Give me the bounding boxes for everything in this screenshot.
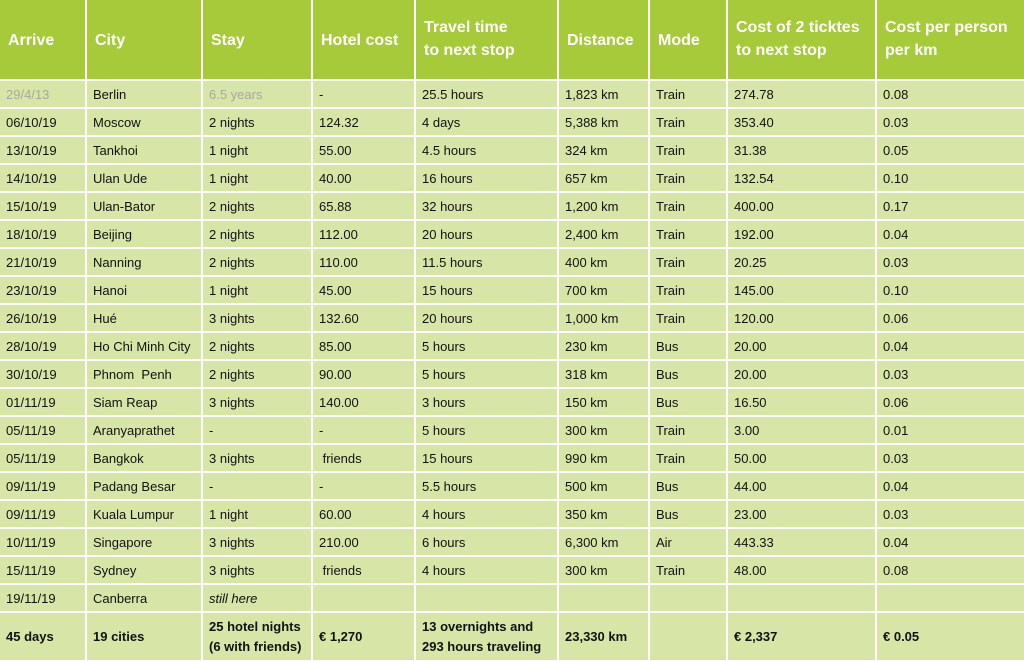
cell-distance: 300 km <box>558 416 649 444</box>
total-travel-line2: 293 hours traveling <box>422 638 542 654</box>
cell-hotel-cost <box>312 584 415 612</box>
cell-distance: 1,823 km <box>558 80 649 108</box>
header-ticket-cost-line2: to next stop <box>736 42 827 59</box>
cell-travel-time: 5 hours <box>415 360 558 388</box>
cell-cost-per-km: 0.04 <box>876 332 1024 360</box>
table-row <box>0 192 1024 220</box>
header-hotel-cost: Hotel cost <box>312 0 415 80</box>
cell-mode: Air <box>649 528 727 556</box>
cell-hotel-cost: 60.00 <box>312 500 415 528</box>
cell-mode: Bus <box>649 332 727 360</box>
cell-hotel-cost: 124.32 <box>312 108 415 136</box>
cell-ticket-cost: 274.78 <box>727 80 876 108</box>
total-cities: 19 cities <box>86 612 202 660</box>
cell-cost-per-km: 0.03 <box>876 248 1024 276</box>
cell-stay: 2 nights <box>202 332 312 360</box>
cell-mode: Train <box>649 444 727 472</box>
cell-stay: 1 night <box>202 276 312 304</box>
cell-travel-time: 32 hours <box>415 192 558 220</box>
cell-ticket-cost: 443.33 <box>727 528 876 556</box>
cell-mode: Train <box>649 220 727 248</box>
cell-cost-per-km: 0.04 <box>876 472 1024 500</box>
total-travel-time <box>415 612 558 660</box>
cell-city: Kuala Lumpur <box>86 500 202 528</box>
cell-distance: 990 km <box>558 444 649 472</box>
cell-city: Ulan Ude <box>86 164 202 192</box>
cell-stay: 2 nights <box>202 108 312 136</box>
cell-stay: - <box>202 416 312 444</box>
cell-travel-time: 4.5 hours <box>415 136 558 164</box>
header-travel-time-line1: Travel time <box>424 19 508 36</box>
cell-arrive: 13/10/19 <box>0 136 86 164</box>
table-row <box>0 304 1024 332</box>
cell-arrive: 19/11/19 <box>0 584 86 612</box>
cell-mode: Bus <box>649 388 727 416</box>
cell-arrive: 06/10/19 <box>0 108 86 136</box>
cell-cost-per-km: 0.04 <box>876 220 1024 248</box>
total-stay-line2: (6 with friends) <box>209 638 302 654</box>
cell-travel-time: 3 hours <box>415 388 558 416</box>
cell-hotel-cost: friends <box>312 556 415 584</box>
cell-travel-time: 11.5 hours <box>415 248 558 276</box>
cell-ticket-cost: 3.00 <box>727 416 876 444</box>
cell-arrive: 30/10/19 <box>0 360 86 388</box>
table-row <box>0 584 1024 612</box>
cell-distance: 1,200 km <box>558 192 649 220</box>
cell-arrive: 15/10/19 <box>0 192 86 220</box>
header-row <box>0 0 1024 80</box>
cell-travel-time: 6 hours <box>415 528 558 556</box>
cell-ticket-cost: 16.50 <box>727 388 876 416</box>
cell-distance: 657 km <box>558 164 649 192</box>
cell-mode: Bus <box>649 360 727 388</box>
cell-mode: Bus <box>649 500 727 528</box>
table-row <box>0 248 1024 276</box>
cell-distance: 350 km <box>558 500 649 528</box>
total-hotel-cost: € 1,270 <box>312 612 415 660</box>
cell-ticket-cost: 132.54 <box>727 164 876 192</box>
table-row <box>0 472 1024 500</box>
cell-travel-time: 20 hours <box>415 220 558 248</box>
table-row <box>0 500 1024 528</box>
cell-ticket-cost: 120.00 <box>727 304 876 332</box>
header-travel-time <box>415 0 558 80</box>
cell-distance: 150 km <box>558 388 649 416</box>
cell-ticket-cost: 50.00 <box>727 444 876 472</box>
cell-distance: 230 km <box>558 332 649 360</box>
cell-cost-per-km: 0.03 <box>876 360 1024 388</box>
cell-stay: 1 night <box>202 164 312 192</box>
cell-city: Aranyaprathet <box>86 416 202 444</box>
cell-city: Sydney <box>86 556 202 584</box>
total-mode <box>649 612 727 660</box>
cell-stay: 6.5 years <box>202 80 312 108</box>
cell-stay: 3 nights <box>202 388 312 416</box>
cell-distance: 6,300 km <box>558 528 649 556</box>
cell-arrive: 05/11/19 <box>0 444 86 472</box>
cell-city: Tankhoi <box>86 136 202 164</box>
totals-row <box>0 612 1024 660</box>
cell-arrive: 01/11/19 <box>0 388 86 416</box>
cell-hotel-cost: 40.00 <box>312 164 415 192</box>
header-ticket-cost-line1: Cost of 2 ticktes <box>736 19 860 36</box>
cell-city: Moscow <box>86 108 202 136</box>
table-row <box>0 108 1024 136</box>
header-distance: Distance <box>558 0 649 80</box>
cell-hotel-cost: 110.00 <box>312 248 415 276</box>
cell-cost-per-km: 0.03 <box>876 108 1024 136</box>
cell-travel-time: 4 hours <box>415 556 558 584</box>
cell-city: Bangkok <box>86 444 202 472</box>
total-stay <box>202 612 312 660</box>
cell-stay: still here <box>202 584 312 612</box>
cell-mode: Train <box>649 416 727 444</box>
cell-hotel-cost: 55.00 <box>312 136 415 164</box>
table-row <box>0 388 1024 416</box>
cell-ticket-cost: 192.00 <box>727 220 876 248</box>
cell-ticket-cost <box>727 584 876 612</box>
total-travel-line1: 13 overnights and <box>422 618 534 634</box>
cell-travel-time: 5 hours <box>415 416 558 444</box>
cell-distance <box>558 584 649 612</box>
cell-cost-per-km: 0.08 <box>876 80 1024 108</box>
cell-hotel-cost: 45.00 <box>312 276 415 304</box>
cell-arrive: 29/4/13 <box>0 80 86 108</box>
cell-arrive: 10/11/19 <box>0 528 86 556</box>
cell-stay: 3 nights <box>202 444 312 472</box>
cell-travel-time: 16 hours <box>415 164 558 192</box>
cell-arrive: 15/11/19 <box>0 556 86 584</box>
cell-city: Beijing <box>86 220 202 248</box>
cell-travel-time: 5.5 hours <box>415 472 558 500</box>
cell-hotel-cost: - <box>312 80 415 108</box>
cell-cost-per-km: 0.03 <box>876 444 1024 472</box>
cell-mode: Train <box>649 108 727 136</box>
cell-distance: 324 km <box>558 136 649 164</box>
cell-hotel-cost: - <box>312 416 415 444</box>
cell-stay: 2 nights <box>202 192 312 220</box>
table-row <box>0 220 1024 248</box>
cell-travel-time: 20 hours <box>415 304 558 332</box>
cell-travel-time <box>415 584 558 612</box>
cell-distance: 500 km <box>558 472 649 500</box>
cell-ticket-cost: 44.00 <box>727 472 876 500</box>
cell-city: Hanoi <box>86 276 202 304</box>
cell-arrive: 05/11/19 <box>0 416 86 444</box>
cell-travel-time: 4 days <box>415 108 558 136</box>
header-ticket-cost <box>727 0 876 80</box>
cell-mode: Train <box>649 304 727 332</box>
cell-stay: - <box>202 472 312 500</box>
cell-cost-per-km: 0.05 <box>876 136 1024 164</box>
cell-travel-time: 15 hours <box>415 444 558 472</box>
table-row <box>0 556 1024 584</box>
cell-stay: 3 nights <box>202 556 312 584</box>
cell-ticket-cost: 48.00 <box>727 556 876 584</box>
cell-stay: 3 nights <box>202 304 312 332</box>
cell-hotel-cost: 140.00 <box>312 388 415 416</box>
total-days: 45 days <box>0 612 86 660</box>
header-cost-per-km-line1: Cost per person <box>885 19 1008 36</box>
cell-hotel-cost: 132.60 <box>312 304 415 332</box>
cell-cost-per-km: 0.10 <box>876 164 1024 192</box>
cell-stay: 2 nights <box>202 248 312 276</box>
header-stay: Stay <box>202 0 312 80</box>
cell-distance: 700 km <box>558 276 649 304</box>
table-row <box>0 136 1024 164</box>
table-row <box>0 360 1024 388</box>
cell-stay: 1 night <box>202 500 312 528</box>
cell-distance: 1,000 km <box>558 304 649 332</box>
cell-hotel-cost: 210.00 <box>312 528 415 556</box>
cell-distance: 2,400 km <box>558 220 649 248</box>
cell-hotel-cost: 65.88 <box>312 192 415 220</box>
table-row <box>0 80 1024 108</box>
cell-mode: Train <box>649 164 727 192</box>
cell-ticket-cost: 20.25 <box>727 248 876 276</box>
cell-stay: 1 night <box>202 136 312 164</box>
cell-ticket-cost: 20.00 <box>727 332 876 360</box>
header-cost-per-km <box>876 0 1024 80</box>
cell-city: Hué <box>86 304 202 332</box>
cell-stay: 2 nights <box>202 360 312 388</box>
cell-ticket-cost: 400.00 <box>727 192 876 220</box>
cell-city: Berlin <box>86 80 202 108</box>
cell-cost-per-km: 0.03 <box>876 500 1024 528</box>
cell-hotel-cost: 90.00 <box>312 360 415 388</box>
cell-cost-per-km: 0.06 <box>876 304 1024 332</box>
cell-cost-per-km <box>876 584 1024 612</box>
cell-mode: Train <box>649 136 727 164</box>
cell-cost-per-km: 0.01 <box>876 416 1024 444</box>
cell-ticket-cost: 20.00 <box>727 360 876 388</box>
cell-city: Nanning <box>86 248 202 276</box>
cell-city: Canberra <box>86 584 202 612</box>
cell-ticket-cost: 145.00 <box>727 276 876 304</box>
cell-distance: 5,388 km <box>558 108 649 136</box>
cell-ticket-cost: 23.00 <box>727 500 876 528</box>
cell-hotel-cost: 85.00 <box>312 332 415 360</box>
total-distance: 23,330 km <box>558 612 649 660</box>
cell-travel-time: 4 hours <box>415 500 558 528</box>
table-row <box>0 416 1024 444</box>
cell-mode: Train <box>649 276 727 304</box>
cell-arrive: 21/10/19 <box>0 248 86 276</box>
cell-arrive: 18/10/19 <box>0 220 86 248</box>
table-row <box>0 332 1024 360</box>
cell-city: Ulan-Bator <box>86 192 202 220</box>
cell-mode: Train <box>649 192 727 220</box>
cell-arrive: 09/11/19 <box>0 472 86 500</box>
total-ticket-cost: € 2,337 <box>727 612 876 660</box>
cell-distance: 300 km <box>558 556 649 584</box>
cell-mode: Train <box>649 80 727 108</box>
cell-cost-per-km: 0.08 <box>876 556 1024 584</box>
cell-arrive: 28/10/19 <box>0 332 86 360</box>
cell-hotel-cost: friends <box>312 444 415 472</box>
cell-ticket-cost: 31.38 <box>727 136 876 164</box>
cell-distance: 400 km <box>558 248 649 276</box>
table-row <box>0 276 1024 304</box>
table-row <box>0 164 1024 192</box>
cell-arrive: 26/10/19 <box>0 304 86 332</box>
table-row <box>0 444 1024 472</box>
cell-stay: 3 nights <box>202 528 312 556</box>
table-row <box>0 528 1024 556</box>
cell-arrive: 09/11/19 <box>0 500 86 528</box>
header-city: City <box>86 0 202 80</box>
cell-arrive: 23/10/19 <box>0 276 86 304</box>
cell-city: Phnom Penh <box>86 360 202 388</box>
cell-mode: Bus <box>649 472 727 500</box>
cell-cost-per-km: 0.04 <box>876 528 1024 556</box>
cell-travel-time: 25.5 hours <box>415 80 558 108</box>
cell-distance: 318 km <box>558 360 649 388</box>
cell-cost-per-km: 0.06 <box>876 388 1024 416</box>
cell-ticket-cost: 353.40 <box>727 108 876 136</box>
cell-hotel-cost: 112.00 <box>312 220 415 248</box>
cell-hotel-cost: - <box>312 472 415 500</box>
cell-city: Singapore <box>86 528 202 556</box>
total-stay-line1: 25 hotel nights <box>209 618 301 634</box>
cell-travel-time: 5 hours <box>415 332 558 360</box>
header-mode: Mode <box>649 0 727 80</box>
cell-city: Ho Chi Minh City <box>86 332 202 360</box>
header-arrive: Arrive <box>0 0 86 80</box>
cell-mode <box>649 584 727 612</box>
cell-arrive: 14/10/19 <box>0 164 86 192</box>
header-cost-per-km-line2: per km <box>885 42 938 59</box>
cell-mode: Train <box>649 556 727 584</box>
cell-cost-per-km: 0.17 <box>876 192 1024 220</box>
header-travel-time-line2: to next stop <box>424 42 515 59</box>
total-cost-per-km: € 0.05 <box>876 612 1024 660</box>
cell-stay: 2 nights <box>202 220 312 248</box>
cell-city: Padang Besar <box>86 472 202 500</box>
cell-mode: Train <box>649 248 727 276</box>
cell-city: Siam Reap <box>86 388 202 416</box>
cell-travel-time: 15 hours <box>415 276 558 304</box>
cell-cost-per-km: 0.10 <box>876 276 1024 304</box>
